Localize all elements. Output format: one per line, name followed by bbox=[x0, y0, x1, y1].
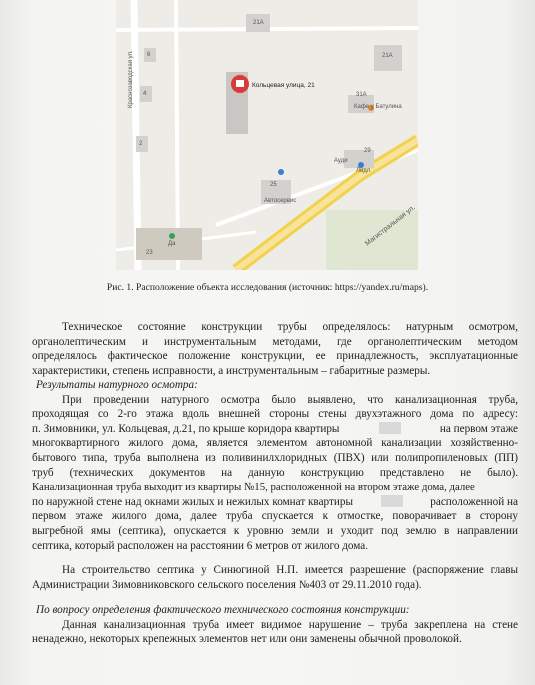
text-line: септика, который расположен на расстоянии 6 метров от жилого дома. bbox=[32, 539, 369, 552]
text-line: Техническое состояние конструкции трубы определялось: натурным осмотром, bbox=[62, 321, 518, 333]
map-poi-auto: Автосервис bbox=[264, 198, 297, 204]
map-street-left: Краснозаводская ул. bbox=[128, 50, 134, 108]
map-pin-label: Кольцевая улица, 21 bbox=[252, 82, 315, 89]
redaction-box bbox=[379, 422, 401, 434]
paragraph-results bbox=[32, 378, 518, 553]
map-house-label: 2 bbox=[139, 141, 143, 147]
paragraph-permit bbox=[32, 563, 518, 592]
map-house-label: 29 bbox=[364, 148, 371, 154]
paragraph-method bbox=[32, 320, 518, 378]
text-line: первом этаже жилого дома, далее труба спускается к отмостке, поворачивает в сторону bbox=[32, 510, 518, 523]
text-line: Администрации Зимовниковского сельского поселения №403 от 29.11.2010 года). bbox=[32, 578, 422, 591]
map-poi-da: Да bbox=[168, 241, 176, 247]
text-segment: на первом этаже bbox=[439, 422, 518, 435]
text-segment: по наружной стене над окнами жилых и нежилых комнат квартиры bbox=[32, 495, 353, 508]
figure-caption: Рис. 1. Расположение объекта исследования (источник: https://yandex.ru/maps). bbox=[106, 282, 429, 293]
text-line bbox=[32, 495, 518, 510]
results-heading: Результаты натурного осмотра: bbox=[36, 379, 198, 391]
map-house-label: 21А bbox=[253, 20, 264, 26]
map-street-right: Магистральная ул. bbox=[364, 204, 417, 248]
map-poi-audi: Ауди bbox=[334, 158, 348, 164]
text-segment: п. Зимовники, ул. Кольцевая, д.21, по крыше коридора квартиры bbox=[32, 422, 340, 435]
location-map bbox=[116, 0, 418, 270]
text-line: Данная канализационная труба имеет видимое нарушение – труба закреплена на стене bbox=[62, 618, 518, 631]
map-house-label: 23 bbox=[146, 250, 153, 256]
map-house-label: 21А bbox=[382, 53, 393, 59]
text-line: бытового типа, труба выполнена из поливинилхлоридных (ПВХ) или полипропиленовых (ПП) bbox=[32, 451, 518, 464]
text-line: характеристики, степень исправности, а инструментальным – габаритные размеры. bbox=[32, 364, 431, 377]
text-line: многоквартирного жилого дома, является элементом автономной канализации хозяйственно- bbox=[32, 437, 518, 450]
map-house-label: 4 bbox=[143, 91, 147, 97]
text-segment: расположенной на bbox=[430, 495, 518, 508]
text-line: органолептическим и инструментальным методами, где органолептическим методом bbox=[32, 335, 518, 348]
redaction-box bbox=[381, 495, 403, 507]
map-drawing bbox=[116, 0, 418, 270]
condition-heading: По вопросу определения фактического технического состояния конструкции: bbox=[36, 604, 410, 616]
map-house-label: 6 bbox=[147, 52, 151, 58]
text-line: Канализационная труба выходит из квартиры №15, расположенной на втором этаже дома, далее bbox=[32, 481, 475, 494]
text-line: проходящая со 2-го этажа вдоль внешней стороны стены двухэтажного дома по адресу: bbox=[32, 408, 518, 421]
paragraph-condition bbox=[32, 603, 518, 647]
text-line: На строительство септика у Синюгиной Н.П. имеется разрешение (распоряжение главы bbox=[62, 564, 518, 576]
map-poi-cafe: Кафе у Батулина bbox=[354, 104, 402, 110]
text-line: ненадежно, некоторых крепежных элементов нет или они заменены обычной проволокой. bbox=[32, 633, 462, 646]
text-line bbox=[32, 422, 518, 437]
map-poi-lidl: Лидл bbox=[356, 168, 371, 174]
map-house-label: 31А bbox=[356, 92, 367, 98]
text-line: определялось фактическое положение конструкции, ее принадлежность, эксплуатационные bbox=[32, 350, 518, 363]
text-line: При проведении натурного осмотра было выявлено, что канализационная труба, bbox=[62, 393, 518, 406]
map-house-label: 25 bbox=[270, 182, 277, 188]
text-line: труб (технических документов на данную конструкцию представлено не было). bbox=[32, 466, 518, 479]
text-line: выгребной ямы (септика), опускается к уровню земли и уходит под землю в направлении bbox=[32, 524, 518, 537]
